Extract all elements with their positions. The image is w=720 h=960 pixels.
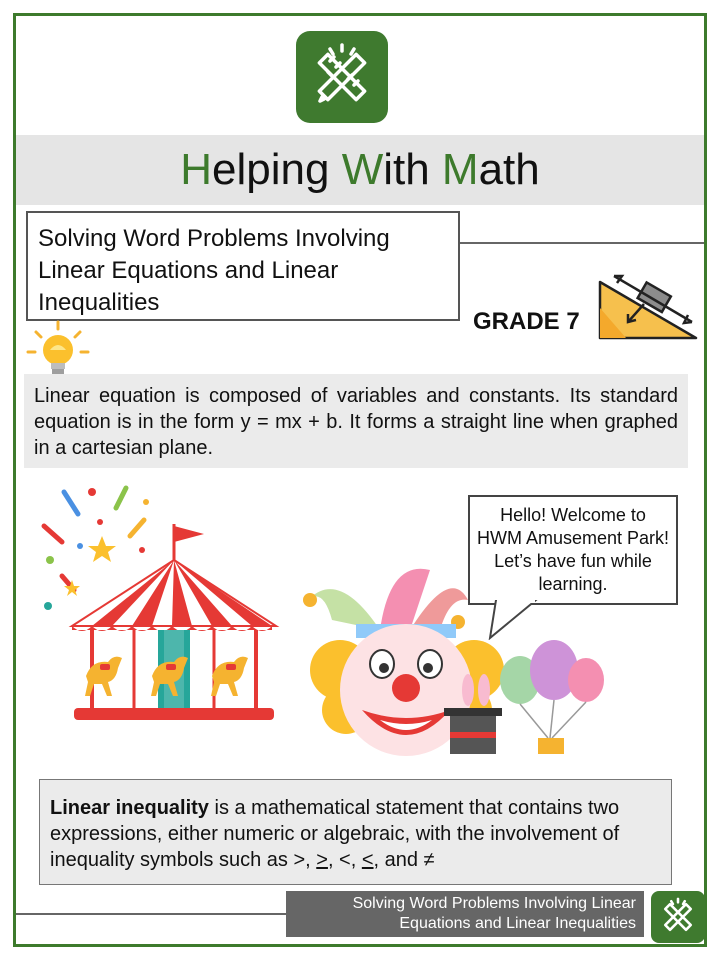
- title-part-1: elping: [212, 145, 342, 194]
- footer-pencil-ruler-icon: [651, 891, 705, 943]
- linear-inequality-separator: , <,: [327, 849, 362, 871]
- linear-inequality-tail: , and ≠: [373, 849, 435, 871]
- title-part-0: H: [180, 145, 213, 194]
- linear-equation-definition: [24, 374, 688, 468]
- linear-inequality-definition: [39, 779, 672, 885]
- speech-bubble-text: Hello! Welcome to HWM Amusement Park! Let’s have fun while learning.: [476, 505, 670, 594]
- topic-title: Solving Word Problems Involving Linear Equations and Linear Inequalities: [38, 225, 390, 316]
- title-part-5: ath: [478, 145, 540, 194]
- topic-divider-line: [460, 242, 704, 244]
- footer-text: Solving Word Problems Involving Linear Equations and Linear Inequalities: [352, 895, 636, 932]
- topic-title-box: [26, 211, 460, 321]
- greater-equal-symbol: >: [316, 849, 328, 871]
- title-band: [16, 135, 704, 205]
- footer-divider-line: [16, 913, 288, 915]
- title-part-2: W: [341, 145, 384, 194]
- carousel-illustration: [34, 480, 284, 730]
- title-part-3: ith: [383, 145, 442, 194]
- grade-label: GRADE 7: [473, 308, 580, 335]
- clown-illustration: [300, 560, 610, 770]
- title-part-4: M: [441, 145, 479, 194]
- page-title: [16, 135, 704, 205]
- inclined-plane-icon: [592, 268, 700, 340]
- pencil-ruler-icon: [296, 31, 388, 123]
- footer-band: [286, 891, 644, 937]
- linear-equation-text: Linear equation is composed of variables and constants. Its standard equation is in the form y = mx + b. It forms a straight line when graphed in a cartesian plane.: [34, 385, 678, 459]
- linear-inequality-term: Linear inequality: [50, 797, 209, 819]
- less-equal-symbol: <: [361, 849, 374, 871]
- linear-inequality-text: is a mathematical statement that contains two expressions, either numeric or algebraic, with the involvement of inequality symbols such as >,: [50, 797, 620, 871]
